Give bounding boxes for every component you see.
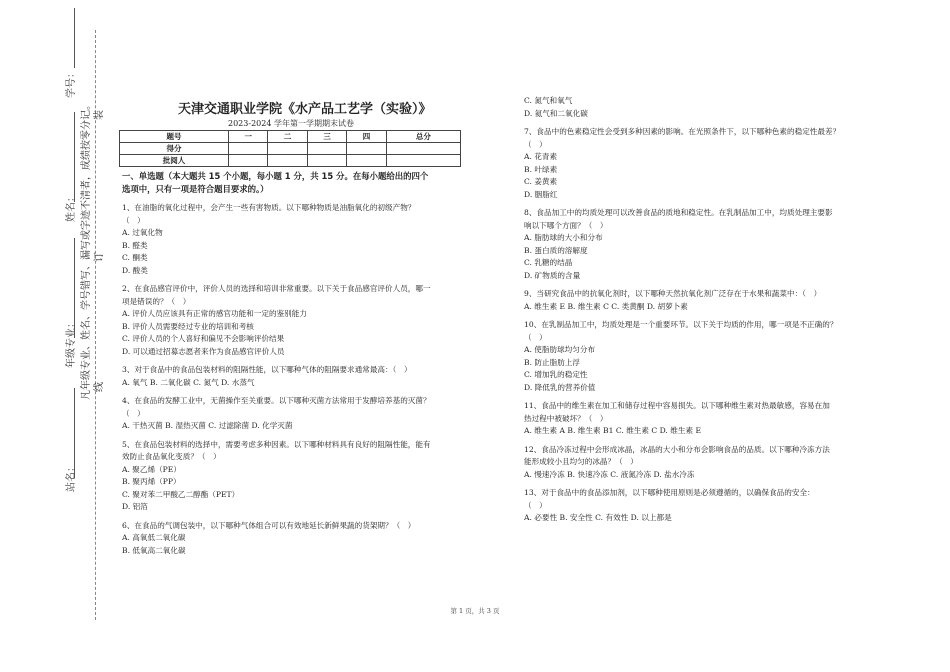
school-field[interactable] xyxy=(74,388,75,478)
question-block xyxy=(524,487,904,525)
score-header-cell: 总分 xyxy=(386,131,460,143)
score-cell[interactable] xyxy=(229,143,268,155)
answer-option: B. 聚丙烯（PP） xyxy=(122,477,181,486)
score-cell[interactable] xyxy=(386,143,460,155)
school-label: 站名： xyxy=(66,462,77,492)
answer-option: B. 评价人员需要经过专业的培训和考核 xyxy=(122,321,254,331)
seal-char-2: 订 xyxy=(94,252,105,262)
question-text: 2、在食品感官评价中，评价人员的选择和培训非常重要。以下关于食品感官评价人员，哪一 xyxy=(122,284,431,293)
score-cell[interactable] xyxy=(347,143,386,155)
question-block xyxy=(122,202,472,277)
answer-option: A. 维生素 A B. 维生素 B1 C. 维生素 C D. 维生素 E xyxy=(524,426,702,435)
answer-option: A. 高氧低二氧化碳 xyxy=(122,533,186,542)
score-cell[interactable] xyxy=(268,155,307,167)
score-table-row xyxy=(120,143,461,155)
question-text: 10、在乳制品加工中，均质处理是一个重要环节。以下关于均质的作用，哪一项是不正确的？ xyxy=(524,320,838,329)
answer-option: D. 铝箔 xyxy=(122,502,148,511)
question-text: （ ） xyxy=(122,215,145,225)
answer-option: C. 姜黄素 xyxy=(524,177,558,186)
class-major-field[interactable] xyxy=(74,238,75,338)
score-cell[interactable] xyxy=(229,155,268,167)
answer-option: C. 乳糖的结晶 xyxy=(524,258,573,267)
answer-option: A. 干热灭菌 B. 湿热灭菌 C. 过滤除菌 D. 化学灭菌 xyxy=(122,421,293,430)
question-block xyxy=(524,319,904,394)
right-column xyxy=(524,95,904,525)
answer-option: A. 过氧化物 xyxy=(122,228,163,237)
option: C. 氮气和氧气 xyxy=(524,96,573,105)
question-text: 项是错误的？（ ） xyxy=(122,296,191,306)
answer-option: C. 增加乳的稳定性 xyxy=(524,370,588,379)
question-text: 热过程中被破坏？（ ） xyxy=(524,413,608,423)
score-cell[interactable] xyxy=(307,155,346,167)
answer-option: A. 评价人员应该具有正常的感官功能和一定的鉴别能力 xyxy=(122,309,307,318)
name-label: 姓名： xyxy=(66,192,77,222)
question-text: 6、在食品的气调包装中，以下哪种气体组合可以有效地延长新鲜果蔬的货架期？（ ） xyxy=(122,520,416,530)
question-text: 1、在油脂的氧化过程中，会产生一些有害物质。以下哪种物质是油脂氧化的初级产物？ xyxy=(122,203,416,212)
answer-option: D. 矿物质的含量 xyxy=(524,270,581,280)
question-block xyxy=(524,126,904,201)
question-text: 能形成较小且均匀的冰晶？（ ） xyxy=(524,457,638,466)
score-header-cell: 二 xyxy=(268,131,307,143)
exam-title: 天津交通职业学院《水产品工艺学（实验）》 xyxy=(178,102,432,117)
page-footer: 第 1 页，共 3 页 xyxy=(450,607,500,615)
seal-char-1: 装 xyxy=(94,110,105,120)
question-block xyxy=(122,283,472,358)
question-text: （ ） xyxy=(524,332,547,342)
score-row-label: 得分 xyxy=(120,143,229,155)
question-text: 13、对于食品中的食品添加剂，以下哪种使用原则是必须遵循的，以确保食品的安全： xyxy=(524,488,815,497)
answer-option: C. 评价人员的个人喜好和偏见不会影响评价结果 xyxy=(122,334,285,343)
score-cell[interactable] xyxy=(347,155,386,167)
answer-option: A. 慢速冷冻 B. 快速冷冻 C. 液氮冷冻 D. 盐水冷冻 xyxy=(524,469,695,479)
score-header-cell: 题号 xyxy=(120,131,229,143)
answer-option: A. 聚乙烯（PE） xyxy=(122,464,181,474)
score-cell[interactable] xyxy=(268,143,307,155)
score-cell[interactable] xyxy=(386,155,460,167)
question-text: 4、在食品的发酵工业中，无菌操作至关重要。以下哪种灭菌方法常用于发酵培养基的灭菌？ xyxy=(122,396,431,405)
binding-margin xyxy=(0,0,110,672)
question-block xyxy=(122,439,472,514)
binding-instructions: 凡年级专业、姓名、学号错写、漏写或字迹不清者，成绩按零分记。 xyxy=(81,100,92,400)
score-header-cell: 三 xyxy=(307,131,346,143)
section-heading-line: 选项中，只有一项是符合题目要求的。） xyxy=(122,184,269,194)
question-text: 5、在食品包装材料的选择中，需要考虑多种因素。以下哪种材料具有良好的阻隔性能，能有 xyxy=(122,439,431,449)
question-text: 9、当研究食品中的抗氧化剂时，以下哪种天然抗氧化剂广泛存在于水果和蔬菜中：（ ） xyxy=(524,289,822,298)
student-id-field[interactable] xyxy=(74,8,75,68)
answer-option: A. 氧气 B. 二氧化碳 C. 氮气 D. 水蒸气 xyxy=(122,377,255,387)
question-text: 7、食品中的色素稳定性会受到多种因素的影响。在光照条件下，以下哪种色素的稳定性最差？ xyxy=(524,127,841,136)
left-column xyxy=(122,170,472,557)
exam-subtitle: 2023-2024 学年第一学期期末试卷 xyxy=(228,119,354,128)
question-text: 12、食品冷冻过程中会形成冰晶，冰晶的大小和分布会影响食品的品质。以下哪种冷冻方法 xyxy=(524,444,830,454)
answer-option: B. 叶绿素 xyxy=(524,164,558,174)
answer-option: A. 必要性 B. 安全性 C. 有效性 D. 以上都是 xyxy=(524,513,672,522)
question-block xyxy=(524,400,904,438)
right-question-list xyxy=(524,126,904,525)
answer-option: B. 醛类 xyxy=(122,240,148,250)
class-major-label: 年级专业： xyxy=(66,318,77,368)
answer-option: B. 防止脂肪上浮 xyxy=(524,357,580,367)
answer-option: A. 花青素 xyxy=(524,152,558,161)
score-row-label: 批阅人 xyxy=(120,155,229,167)
question-text: （ ） xyxy=(122,408,145,418)
question-text: 3、对于食品中的食品包装材料的阻隔性能，以下哪种气体的阻隔要求通常最高：（ ） xyxy=(122,365,412,374)
answer-option: D. 降低乳的营养价值 xyxy=(524,382,596,392)
question-text: （ ） xyxy=(524,139,547,149)
answer-option: D. 胭脂红 xyxy=(524,189,558,199)
score-header-cell: 一 xyxy=(229,131,268,143)
question-text: 效防止食品氧化变质？（ ） xyxy=(122,452,221,461)
question-block xyxy=(122,520,472,558)
answer-option: A. 使脂肪球均匀分布 xyxy=(524,345,596,354)
answer-option: D. 酸类 xyxy=(122,265,148,275)
score-cell[interactable] xyxy=(307,143,346,155)
seal-char-3: 线 xyxy=(94,382,105,392)
answer-option: B. 蛋白质的溶解度 xyxy=(524,245,588,255)
score-header-cell: 四 xyxy=(347,131,386,143)
question-block xyxy=(524,444,904,482)
left-question-list xyxy=(122,202,472,557)
question-block xyxy=(122,395,472,433)
section-heading-line: 一、单选题（本大题共 15 个小题，每小题 1 分，共 15 分。在每小题给出的四个 xyxy=(122,171,429,181)
question-block xyxy=(524,207,904,282)
student-id-label: 学号： xyxy=(66,68,77,98)
score-table xyxy=(119,130,461,167)
question-text: 11、食品中的维生素在加工和储存过程中容易损失。以下哪种维生素对热最敏感，容易在加 xyxy=(524,401,830,410)
question-block xyxy=(524,288,904,313)
score-table-row xyxy=(120,155,461,167)
option: D. 氦气和二氧化碳 xyxy=(524,108,588,118)
answer-option: A. 脂肪球的大小和分布 xyxy=(524,233,603,242)
question-text: 响以下哪个方面？（ ） xyxy=(524,220,608,230)
question-text: 8、食品加工中的均质处理可以改善食品的质地和稳定性。在乳制品加工中，均质处理主要影 xyxy=(524,208,833,217)
answer-option: B. 低氧高二氧化碳 xyxy=(122,545,186,555)
answer-option: A. 维生素 E B. 维生素 C C. 类黄酮 D. 胡萝卜素 xyxy=(524,301,688,311)
answer-option: C. 酮类 xyxy=(122,253,148,262)
question-text: （ ） xyxy=(524,500,547,510)
question-block xyxy=(122,364,472,389)
name-field[interactable] xyxy=(74,112,75,202)
answer-option: D. 可以通过招募志愿者来作为食品感官评价人员 xyxy=(122,346,285,356)
score-table-header-row xyxy=(120,131,461,143)
answer-option: C. 聚对苯二甲酸乙二醇酯（PET） xyxy=(122,489,240,499)
